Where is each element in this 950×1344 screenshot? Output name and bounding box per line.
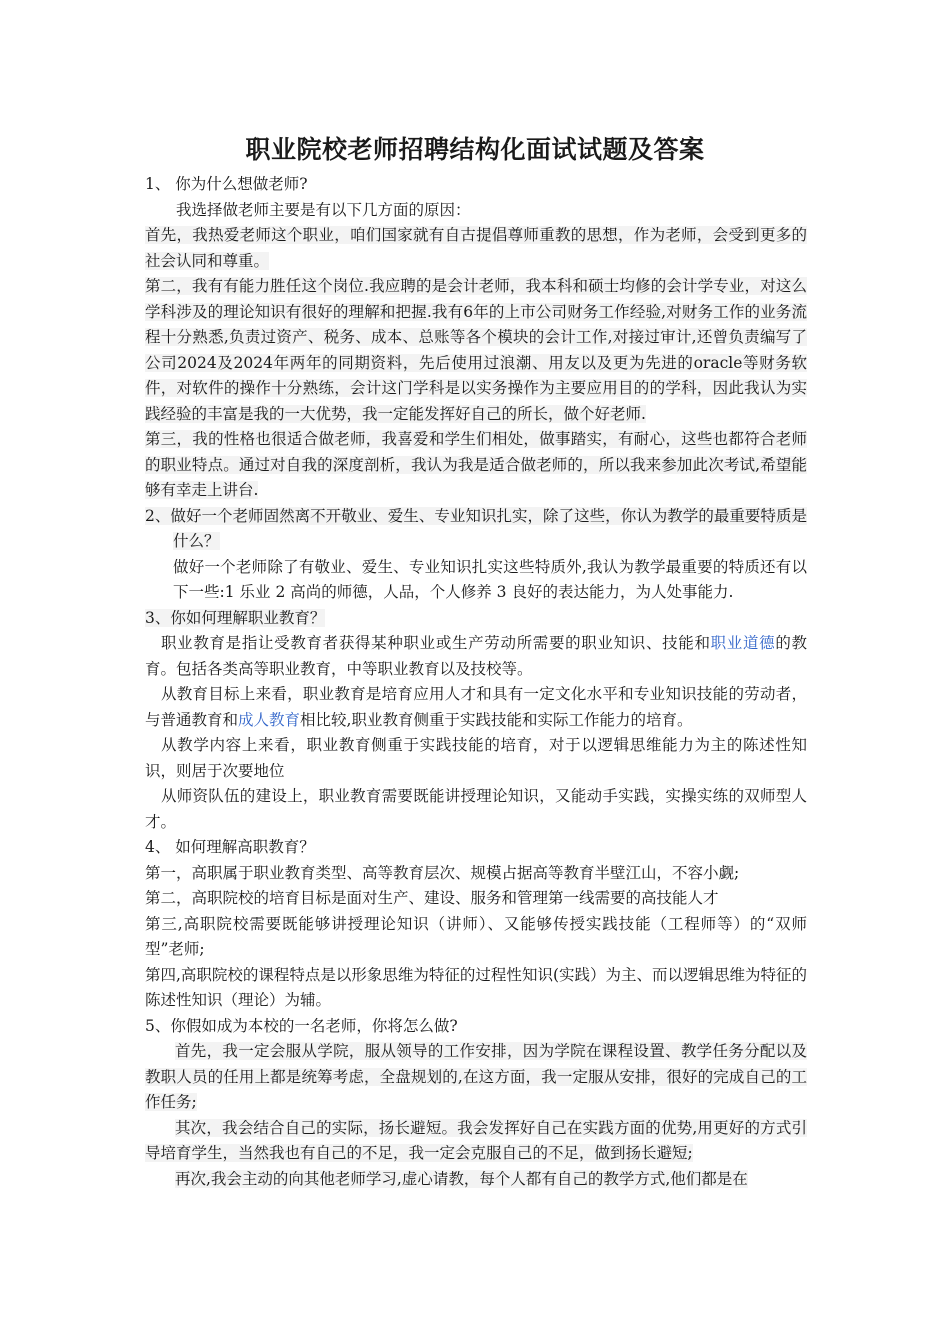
q5-question: 5、你假如成为本校的一名老师，你将怎么做? bbox=[145, 1016, 458, 1035]
document-title: 职业院校老师招聘结构化面试试题及答案 bbox=[245, 135, 705, 164]
q3-paragraph-2-lead: 从教育目标上来看，职业教育是培育应用人才和具有一定文化水平和专业知识技能的劳动者，与普通教育和 bbox=[145, 685, 807, 729]
q5-paragraph-1-text: 首先，我一定会服从学院，服从领导的工作安排，因为学院在课程设置、教学任务分配以及教职人员的任用上都是统筹考虑，全盘规划的,在这方面，我一定服从安排，很好的完成自己的工作任务; bbox=[145, 1042, 807, 1111]
q1-paragraph-2 bbox=[145, 274, 807, 427]
q3-paragraph-2 bbox=[145, 682, 807, 733]
q4-paragraph-3: 第三,高职院校需要既能够讲授理论知识（讲师）、又能够传授实践技能（工程师等）的“双师型”老师; bbox=[145, 914, 807, 958]
q4-paragraph-4: 第四,高职院校的课程特点是以形象思维为特征的过程性知识(实践）为主、而以逻辑思维为特征的陈述性知识（理论）为辅。 bbox=[145, 965, 807, 1009]
q5-paragraph-3 bbox=[145, 1167, 807, 1193]
q4-paragraph-1: 第一，高职属于职业教育类型、高等教育层次、规模占据高等教育半壁江山，不容小觑; bbox=[145, 863, 740, 882]
q2-question bbox=[145, 504, 807, 555]
q1-paragraph-1-text: 首先，我热爱老师这个职业，咱们国家就有自古提倡尊师重教的思想，作为老师，会受到更多的社会认同和尊重。 bbox=[145, 226, 807, 270]
q5-paragraph-2-text: 其次，我会结合自己的实际，扬长避短。我会发挥好自己在实践方面的优势,用更好的方式引导培育学生，当然我也有自己的不足，我一定会克服自己的不足，做到扬长避短; bbox=[145, 1118, 807, 1162]
q1-paragraph-3-text: 第三，我的性格也很适合做老师，我喜爱和学生们相处，做事踏实，有耐心，这些也都符合老师的职业特点。通过对自我的深度剖析，我认为我是适合做老师的，所以我来参加此次考试,希望能够有幸走上讲台. bbox=[145, 430, 807, 499]
q3-paragraph-1-lead: 职业教育是指让受教育者获得某种职业或生产劳动所需要的职业知识、技能和 bbox=[161, 634, 711, 652]
q3-paragraph-1-tail: 的教育。包括各类高等职业教育，中等职业教育以及技校等。 bbox=[145, 634, 807, 678]
q3-question bbox=[145, 606, 807, 632]
document-body bbox=[145, 172, 807, 1192]
q1-paragraph-2-text: 第二，我有有能力胜任这个岗位.我应聘的是会计老师，我本科和硕士均修的会计学专业，对这么学科涉及的理论知识有很好的理解和把握.我有6年的上市公司财务工作经验,对财务工作的业务流程十分熟悉,负责过资产、税务、成本、总账等各个模块的会计工作,对接过审计,还曾负责编写了公司2024及2024年两年的同期资料，先后使用过浪潮、用友以及更为先进的oracle等财务软件，对软件的操作十分熟练，会计这门学科是以实务操作为主要应用目的的学科，因此我认为实践经验的丰富是我的一大优势，我一定能发挥好自己的所长，做个好老师. bbox=[145, 277, 807, 423]
q5-paragraph-2 bbox=[145, 1116, 807, 1167]
q5-paragraph-1 bbox=[145, 1039, 807, 1116]
q2-answer: 做好一个老师除了有敬业、爱生、专业知识扎实这些特质外,我认为教学最重要的特质还有以下一些:1 乐业 2 高尚的师德，人品，个人修养 3 良好的表达能力，为人处事能力. bbox=[173, 557, 807, 601]
q1-question: 1、 你为什么想做老师? bbox=[145, 175, 308, 193]
q3-paragraph-3: 从教学内容上来看，职业教育侧重于实践技能的培育，对于以逻辑思维能力为主的陈述性知识，则居于次要地位 bbox=[145, 736, 807, 780]
q1-paragraph-1 bbox=[145, 223, 807, 274]
q3-question-text: 3、你如何理解职业教育？ bbox=[145, 608, 326, 627]
q3-paragraph-1 bbox=[145, 631, 807, 682]
q3-paragraph-4: 从师资队伍的建设上，职业教育需要既能讲授理论知识，又能动手实践，实操实练的双师型人才。 bbox=[145, 787, 807, 831]
q4-paragraph-2: 第二，高职院校的培育目标是面对生产、建设、服务和管理第一线需要的高技能人才 bbox=[145, 889, 719, 907]
q5-paragraph-3-text: 再次,我会主动的向其他老师学习,虚心请教，每个人都有自己的教学方式,他们都是在 bbox=[175, 1169, 748, 1188]
q2-question-text: 2、做好一个老师固然离不开敬业、爱生、专业知识扎实，除了这些，你认为教学的最重要特质是什么？ bbox=[145, 506, 807, 550]
link-vocational-ethics[interactable]: 职业道德 bbox=[710, 634, 776, 652]
q1-paragraph-3 bbox=[145, 427, 807, 504]
q1-intro: 我选择做老师主要是有以下几方面的原因： bbox=[176, 200, 471, 219]
q4-question: 4、 如何理解高职教育？ bbox=[145, 838, 315, 856]
link-adult-education[interactable]: 成人教育 bbox=[238, 710, 301, 729]
q3-paragraph-2-tail: 相比较,职业教育侧重于实践技能和实际工作能力的培育。 bbox=[300, 710, 693, 729]
